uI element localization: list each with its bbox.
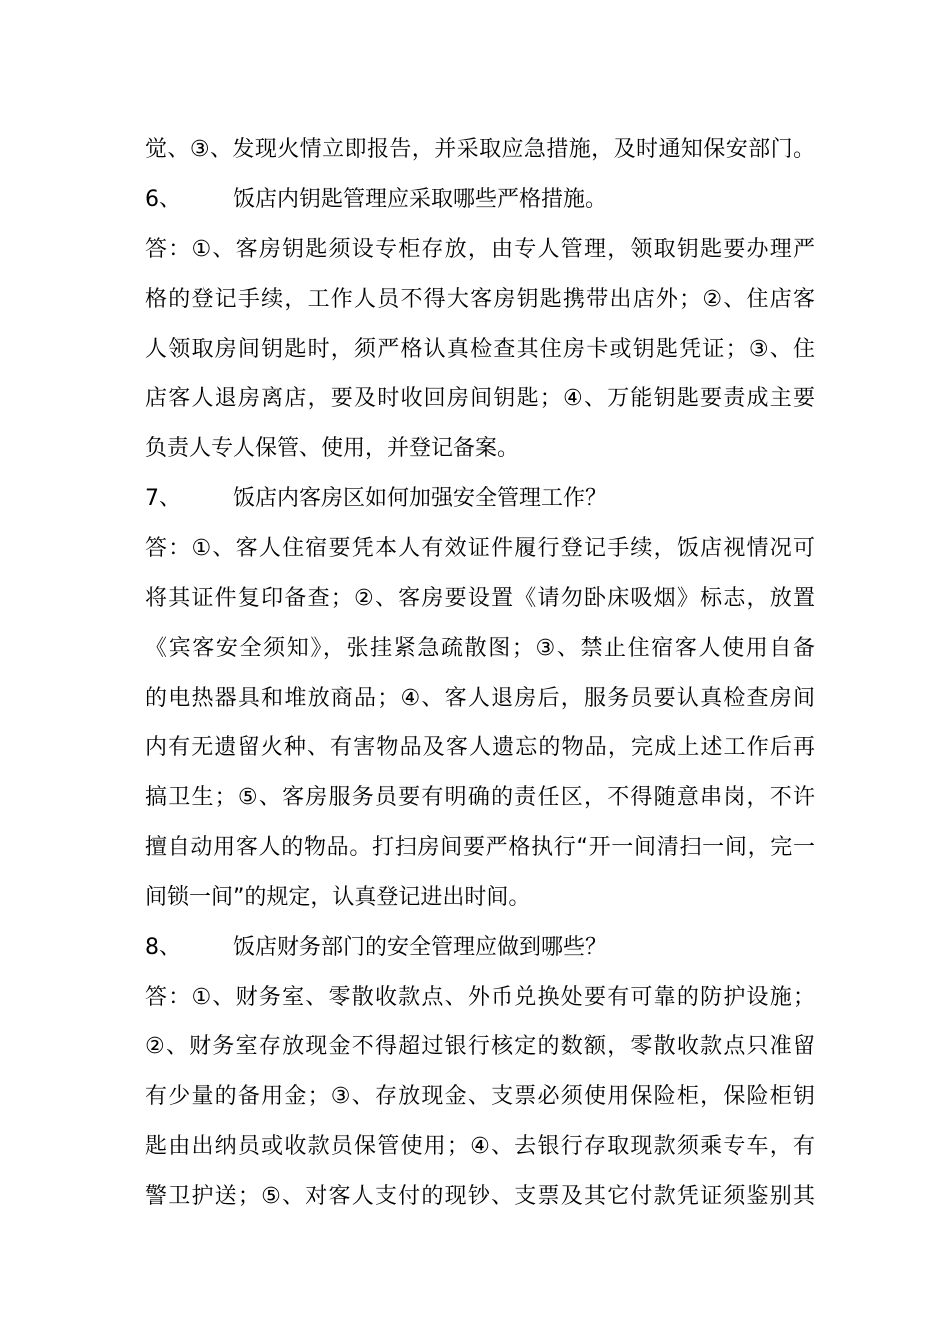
question-7-number: 7、 xyxy=(145,486,181,511)
answer-7-line: 搞卫生；⑤、客房服务员要有明确的责任区，不得随意串岗，不许 xyxy=(145,785,815,810)
question-8-number: 8、 xyxy=(145,935,181,960)
answer-6-line: 店客人退房离店，要及时收回房间钥匙；④、万能钥匙要责成主要 xyxy=(145,386,815,411)
answer-6-line: 答：①、客房钥匙须设专柜存放，由专人管理，领取钥匙要办理严 xyxy=(145,237,815,262)
answer-6-line: 人领取房间钥匙时，须严格认真检查其住房卡或钥匙凭证；③、住 xyxy=(145,337,815,362)
answer-8-line: 匙由出纳员或收款员保管使用；④、去银行存取现款须乘专车，有 xyxy=(145,1134,815,1159)
answer-8-line: 答：①、财务室、零散收款点、外币兑换处要有可靠的防护设施； xyxy=(145,985,815,1010)
answer-6-line: 负责人专人保管、使用，并登记备案。 xyxy=(145,436,520,461)
answer-7-line: 内有无遗留火种、有害物品及客人遗忘的物品，完成上述工作后再 xyxy=(145,735,815,760)
answer-7-line: 答：①、客人住宿要凭本人有效证件履行登记手续，饭店视情况可 xyxy=(145,536,815,561)
question-7-title: 饭店内客房区如何加强安全管理工作？ xyxy=(233,486,608,511)
text-line: 觉、③、发现火情立即报告，并采取应急措施，及时通知保安部门。 xyxy=(145,137,815,162)
answer-8-line: 有少量的备用金；③、存放现金、支票必须使用保险柜，保险柜钥 xyxy=(145,1084,815,1109)
answer-8-line: ②、财务室存放现金不得超过银行核定的数额，零散收款点只准留 xyxy=(145,1034,815,1059)
answer-7-line: 将其证件复印备查；②、客房要设置《请勿卧床吸烟》标志，放置 xyxy=(145,586,815,611)
answer-6-line: 格的登记手续，工作人员不得大客房钥匙携带出店外；②、住店客 xyxy=(145,287,815,312)
question-6-number: 6、 xyxy=(145,187,181,212)
answer-7-line: 《宾客安全须知》，张挂紧急疏散图；③、禁止住宿客人使用自备 xyxy=(145,636,815,661)
answer-7-line: 间锁一间”的规定，认真登记进出时间。 xyxy=(145,885,531,910)
answer-7-line: 的电热器具和堆放商品；④、客人退房后，服务员要认真检查房间 xyxy=(145,686,815,711)
question-6-title: 饭店内钥匙管理应采取哪些严格措施。 xyxy=(233,187,608,212)
question-8-title: 饭店财务部门的安全管理应做到哪些？ xyxy=(233,935,608,960)
answer-7-line: 擅自动用客人的物品。打扫房间要严格执行“开一间清扫一间，完一 xyxy=(145,835,815,860)
answer-8-line: 警卫护送；⑤、对客人支付的现钞、支票及其它付款凭证须鉴别其 xyxy=(145,1184,815,1209)
